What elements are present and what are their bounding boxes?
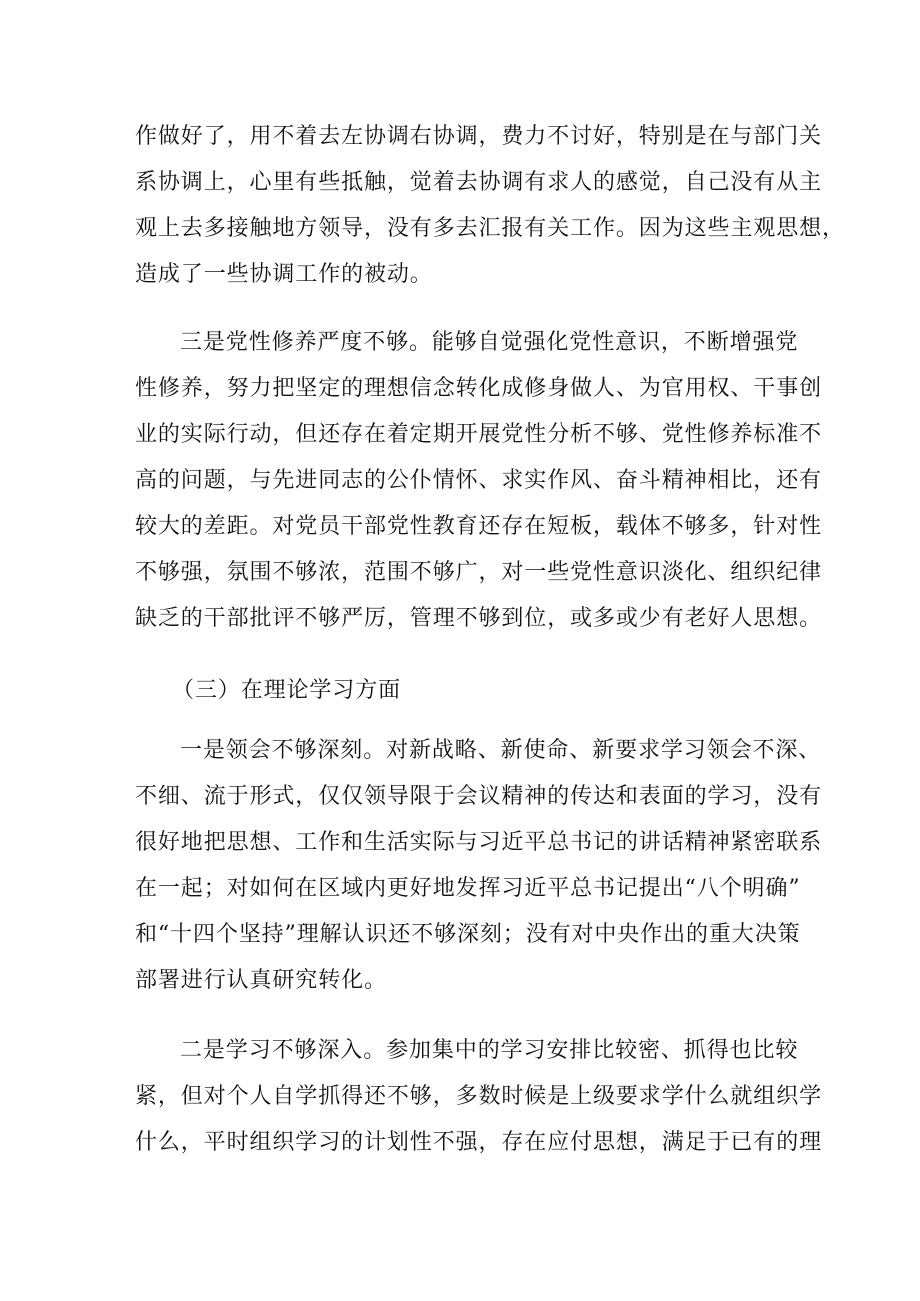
text-line: 缺乏的干部批评不够严厉，管理不够到位，或多或少有老好人思想。 [135,606,823,631]
text-line: 很好地把思想、工作和生活实际与习近平总书记的讲话精神紧密联系 [135,830,823,855]
text-line: 在一起；对如何在区域内更好地发挥习近平总书记提出“八个明确” [135,876,801,901]
text-line: 性修养，努力把坚定的理想信念转化成修身做人、为官用权、干事创 [135,376,823,401]
text-line: 三是党性修养严度不够。能够自觉强化党性意识，不断增强党 [180,330,799,355]
paragraph-coordination [135,114,845,298]
text-line: 观上去多接触地方领导，没有多去汇报有关工作。因为这些主观思想， [135,216,845,241]
text-line: 和“十四个坚持”理解认识还不够深刻；没有对中央作出的重大决策 [135,922,801,947]
section-heading-text: （三）在理论学习方面 [172,678,402,703]
text-line: 业的实际行动，但还存在着定期开展党性分析不够、党性修养标准不 [135,422,823,447]
text-line: 一是领会不够深刻。对新战略、新使命、新要求学习领会不深、 [180,738,822,763]
text-line: 作做好了，用不着去左协调右协调，费力不讨好，特别是在与部门关 [135,124,823,149]
text-line: 紧，但对个人自学抓得还不够，多数时候是上级要求学什么就组织学 [135,1084,823,1109]
text-line: 高的问题，与先进同志的公仆情怀、求实作风、奋斗精神相比，还有 [135,468,823,493]
paragraph-understanding [135,728,823,1004]
text-line: 系协调上，心里有些抵触，觉着去协调有求人的感觉，自己没有从主 [135,170,823,195]
text-line: 二是学习不够深入。参加集中的学习安排比较密、抓得也比较 [180,1038,799,1063]
paragraph-party-spirit [135,320,823,642]
section-heading [135,668,790,714]
paragraph-study-depth [135,1028,823,1166]
text-line: 不细、流于形式，仅仅领导限于会议精神的传达和表面的学习，没有 [135,784,823,809]
text-line: 什么，平时组织学习的计划性不强，存在应付思想，满足于已有的理 [135,1130,823,1155]
text-line: 不够强，氛围不够浓，范围不够广，对一些党性意识淡化、组织纪律 [135,560,823,585]
text-line: 部署进行认真研究转化。 [135,968,387,993]
text-line: 较大的差距。对党员干部党性教育还存在短板，载体不够多，针对性 [135,514,823,539]
text-line: 造成了一些协调工作的被动。 [135,262,433,287]
